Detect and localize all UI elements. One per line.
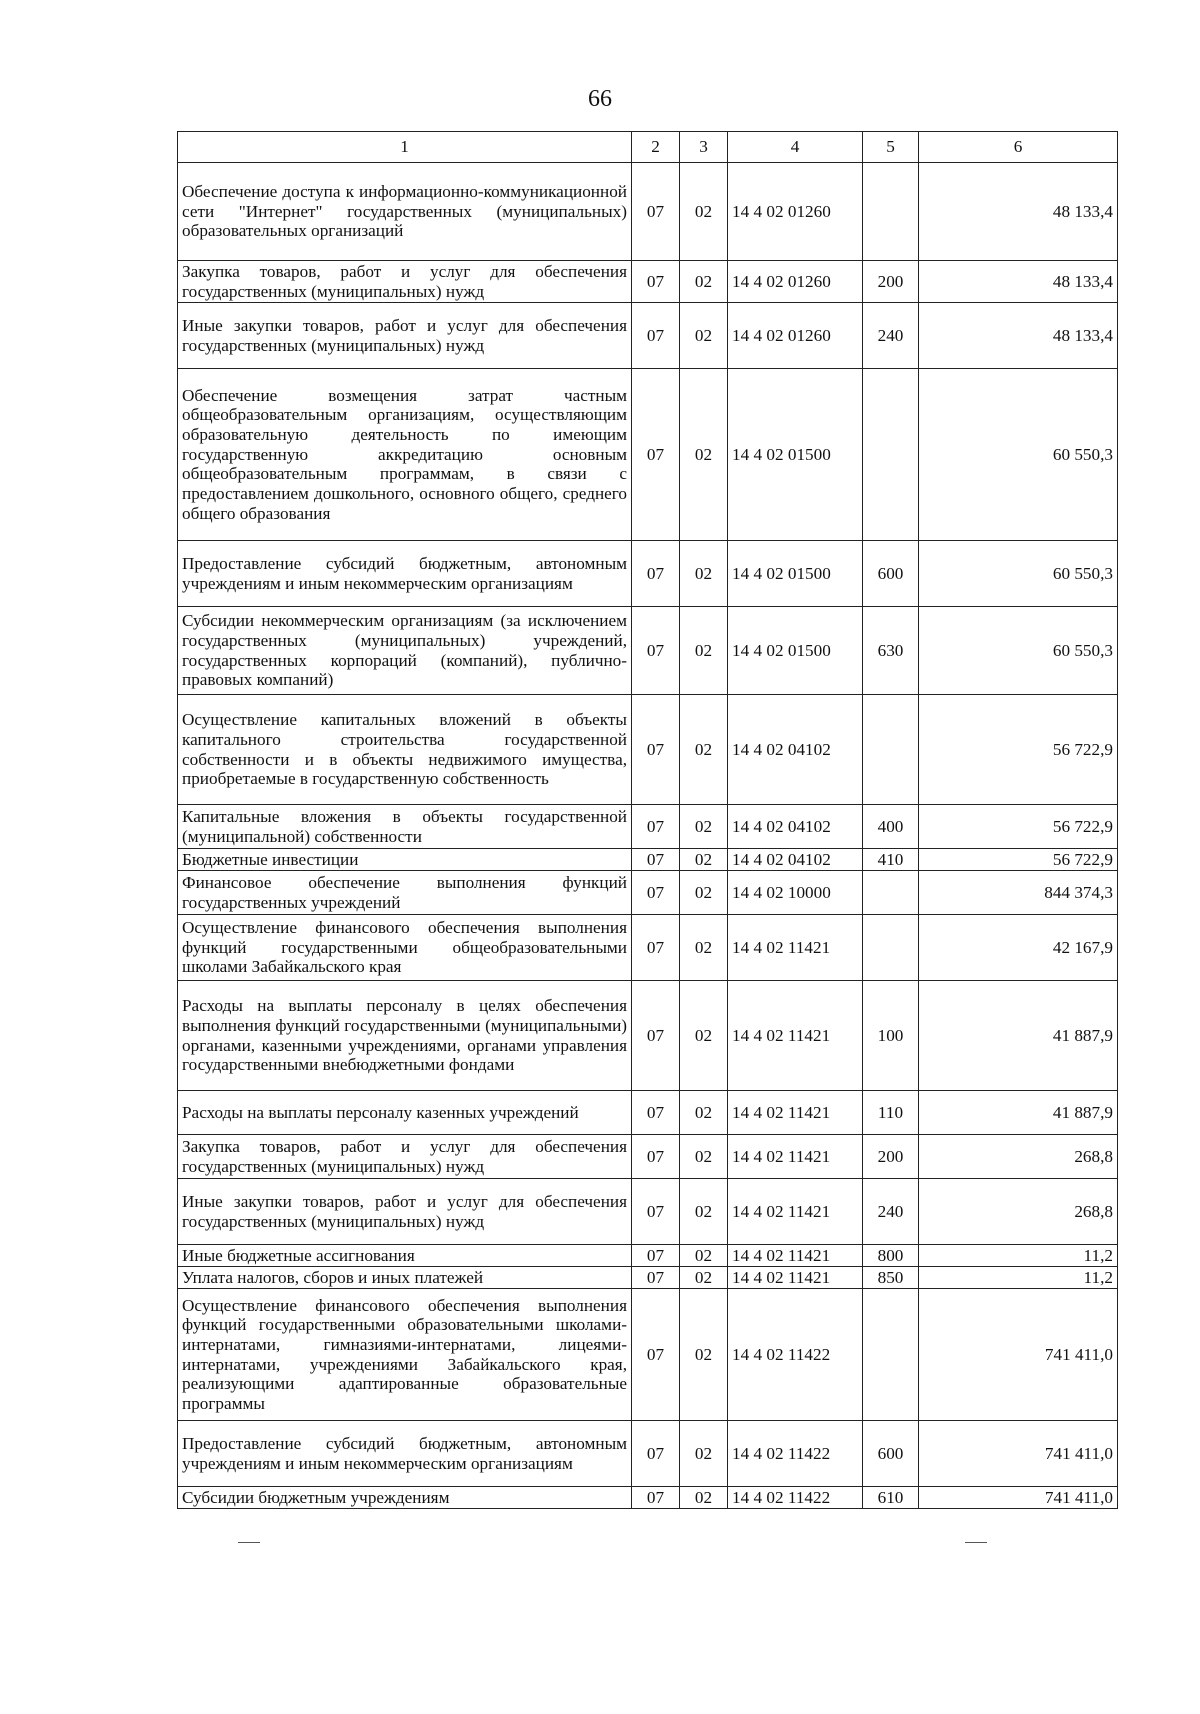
header-col-5: 5 (863, 132, 919, 163)
row-subsection: 02 (680, 1421, 728, 1487)
header-col-6: 6 (919, 132, 1118, 163)
row-subsection: 02 (680, 1487, 728, 1509)
page-number: 66 (588, 86, 612, 112)
row-section: 07 (632, 303, 680, 369)
row-expense-type: 110 (863, 1091, 919, 1135)
row-name: Осуществление капитальных вложений в объекты капитального строительства государственной собственности и в объекты недвижимого имущества, приобретаемые в государственную собственность (178, 695, 632, 805)
row-expense-type: 240 (863, 303, 919, 369)
row-target-code: 14 4 02 11421 (728, 1267, 863, 1289)
row-name: Осуществление финансового обеспечения выполнения функций государственными образовательными школами-интернатами, гимназиями-интернатами, лицеями-интернатами, учреждениями Забайкальского края, реализующими адаптированные образовательные программы (178, 1289, 632, 1421)
row-expense-type (863, 915, 919, 981)
table-row (178, 1267, 1118, 1289)
row-expense-type (863, 369, 919, 541)
row-target-code: 14 4 02 04102 (728, 849, 863, 871)
row-section: 07 (632, 1091, 680, 1135)
table-row (178, 261, 1118, 303)
row-section: 07 (632, 915, 680, 981)
row-amount: 11,2 (919, 1267, 1118, 1289)
table-row (178, 1289, 1118, 1421)
row-target-code: 14 4 02 11422 (728, 1487, 863, 1509)
row-subsection: 02 (680, 1135, 728, 1179)
row-expense-type (863, 1289, 919, 1421)
table-row (178, 369, 1118, 541)
row-target-code: 14 4 02 04102 (728, 805, 863, 849)
row-section: 07 (632, 261, 680, 303)
row-subsection: 02 (680, 1091, 728, 1135)
table-row (178, 163, 1118, 261)
row-expense-type (863, 871, 919, 915)
row-subsection: 02 (680, 1245, 728, 1267)
row-subsection: 02 (680, 915, 728, 981)
row-name: Обеспечение возмещения затрат частным общеобразовательным организациям, осуществляющим образовательную деятельность по имеющим государственную аккредитацию основным общеобразовательным программам, в связи с предоставлением дошкольного, основного общего, среднего общего образования (178, 369, 632, 541)
row-target-code: 14 4 02 10000 (728, 871, 863, 915)
row-section: 07 (632, 871, 680, 915)
row-expense-type: 240 (863, 1179, 919, 1245)
row-expense-type: 850 (863, 1267, 919, 1289)
row-name: Предоставление субсидий бюджетным, автономным учреждениям и иным некоммерческим организациям (178, 1421, 632, 1487)
budget-table (177, 131, 1118, 1509)
table-row (178, 541, 1118, 607)
row-amount: 56 722,9 (919, 849, 1118, 871)
row-amount: 48 133,4 (919, 303, 1118, 369)
row-subsection: 02 (680, 1289, 728, 1421)
row-expense-type: 200 (863, 1135, 919, 1179)
header-col-2: 2 (632, 132, 680, 163)
header-col-1: 1 (178, 132, 632, 163)
row-expense-type: 410 (863, 849, 919, 871)
row-subsection: 02 (680, 1267, 728, 1289)
row-subsection: 02 (680, 849, 728, 871)
row-section: 07 (632, 981, 680, 1091)
row-section: 07 (632, 541, 680, 607)
row-expense-type: 600 (863, 541, 919, 607)
row-name: Осуществление финансового обеспечения выполнения функций государственными общеобразовательными школами Забайкальского края (178, 915, 632, 981)
table-row (178, 1179, 1118, 1245)
row-amount: 741 411,0 (919, 1421, 1118, 1487)
table-row (178, 1245, 1118, 1267)
row-name: Иные бюджетные ассигнования (178, 1245, 632, 1267)
row-amount: 844 374,3 (919, 871, 1118, 915)
row-target-code: 14 4 02 01500 (728, 541, 863, 607)
row-target-code: 14 4 02 11422 (728, 1289, 863, 1421)
row-section: 07 (632, 1245, 680, 1267)
table-row (178, 303, 1118, 369)
row-name: Закупка товаров, работ и услуг для обеспечения государственных (муниципальных) нужд (178, 261, 632, 303)
row-section: 07 (632, 849, 680, 871)
row-subsection: 02 (680, 261, 728, 303)
row-subsection: 02 (680, 871, 728, 915)
row-amount: 60 550,3 (919, 541, 1118, 607)
row-subsection: 02 (680, 805, 728, 849)
row-name: Иные закупки товаров, работ и услуг для обеспечения государственных (муниципальных) нужд (178, 1179, 632, 1245)
header-col-4: 4 (728, 132, 863, 163)
row-name: Закупка товаров, работ и услуг для обеспечения государственных (муниципальных) нужд (178, 1135, 632, 1179)
row-name: Уплата налогов, сборов и иных платежей (178, 1267, 632, 1289)
row-section: 07 (632, 1179, 680, 1245)
row-amount: 268,8 (919, 1135, 1118, 1179)
row-section: 07 (632, 607, 680, 695)
table-row (178, 1421, 1118, 1487)
row-target-code: 14 4 02 11421 (728, 1179, 863, 1245)
row-target-code: 14 4 02 01260 (728, 261, 863, 303)
row-name: Расходы на выплаты персоналу казенных учреждений (178, 1091, 632, 1135)
row-subsection: 02 (680, 541, 728, 607)
row-subsection: 02 (680, 607, 728, 695)
table-row (178, 915, 1118, 981)
row-target-code: 14 4 02 01500 (728, 369, 863, 541)
row-target-code: 14 4 02 11421 (728, 1135, 863, 1179)
row-amount: 48 133,4 (919, 163, 1118, 261)
table-row (178, 1091, 1118, 1135)
row-amount: 60 550,3 (919, 607, 1118, 695)
table-row (178, 1135, 1118, 1179)
row-expense-type (863, 695, 919, 805)
row-target-code: 14 4 02 11421 (728, 981, 863, 1091)
row-amount: 56 722,9 (919, 805, 1118, 849)
table-row (178, 607, 1118, 695)
row-section: 07 (632, 163, 680, 261)
row-subsection: 02 (680, 369, 728, 541)
row-amount: 60 550,3 (919, 369, 1118, 541)
row-section: 07 (632, 1135, 680, 1179)
row-section: 07 (632, 1267, 680, 1289)
header-col-3: 3 (680, 132, 728, 163)
row-target-code: 14 4 02 11421 (728, 1245, 863, 1267)
row-target-code: 14 4 02 11421 (728, 1091, 863, 1135)
row-section: 07 (632, 1487, 680, 1509)
row-expense-type: 630 (863, 607, 919, 695)
row-target-code: 14 4 02 11422 (728, 1421, 863, 1487)
table-header-row (178, 132, 1118, 163)
row-amount: 42 167,9 (919, 915, 1118, 981)
scan-mark (238, 1542, 260, 1543)
row-target-code: 14 4 02 01260 (728, 303, 863, 369)
row-amount: 11,2 (919, 1245, 1118, 1267)
row-expense-type: 800 (863, 1245, 919, 1267)
table-row (178, 695, 1118, 805)
row-amount: 41 887,9 (919, 981, 1118, 1091)
row-name: Иные закупки товаров, работ и услуг для обеспечения государственных (муниципальных) нужд (178, 303, 632, 369)
row-amount: 268,8 (919, 1179, 1118, 1245)
row-amount: 56 722,9 (919, 695, 1118, 805)
row-subsection: 02 (680, 303, 728, 369)
row-section: 07 (632, 1289, 680, 1421)
row-name: Финансовое обеспечение выполнения функций государственных учреждений (178, 871, 632, 915)
row-amount: 741 411,0 (919, 1289, 1118, 1421)
table-row (178, 871, 1118, 915)
row-section: 07 (632, 805, 680, 849)
row-name: Субсидии некоммерческим организациям (за исключением государственных (муниципальных) учреждений, государственных корпораций (компаний), публично-правовых компаний) (178, 607, 632, 695)
scan-mark (965, 1542, 987, 1543)
row-amount: 41 887,9 (919, 1091, 1118, 1135)
row-subsection: 02 (680, 1179, 728, 1245)
table-row (178, 1487, 1118, 1509)
row-amount: 741 411,0 (919, 1487, 1118, 1509)
row-expense-type: 100 (863, 981, 919, 1091)
row-expense-type: 400 (863, 805, 919, 849)
row-subsection: 02 (680, 163, 728, 261)
row-section: 07 (632, 1421, 680, 1487)
row-name: Субсидии бюджетным учреждениям (178, 1487, 632, 1509)
row-name: Бюджетные инвестиции (178, 849, 632, 871)
row-target-code: 14 4 02 04102 (728, 695, 863, 805)
row-name: Капитальные вложения в объекты государственной (муниципальной) собственности (178, 805, 632, 849)
row-section: 07 (632, 695, 680, 805)
table-row (178, 981, 1118, 1091)
row-target-code: 14 4 02 01260 (728, 163, 863, 261)
row-expense-type: 600 (863, 1421, 919, 1487)
row-name: Обеспечение доступа к информационно-коммуникационной сети "Интернет" государственных (муниципальных) образовательных организаций (178, 163, 632, 261)
table-row (178, 849, 1118, 871)
row-name: Предоставление субсидий бюджетным, автономным учреждениям и иным некоммерческим организациям (178, 541, 632, 607)
row-section: 07 (632, 369, 680, 541)
row-subsection: 02 (680, 981, 728, 1091)
row-name: Расходы на выплаты персоналу в целях обеспечения выполнения функций государственными (муниципальными) органами, казенными учреждениями, органами управления государственными внебюджетными фондами (178, 981, 632, 1091)
row-expense-type (863, 163, 919, 261)
row-amount: 48 133,4 (919, 261, 1118, 303)
row-subsection: 02 (680, 695, 728, 805)
row-target-code: 14 4 02 11421 (728, 915, 863, 981)
row-target-code: 14 4 02 01500 (728, 607, 863, 695)
row-expense-type: 610 (863, 1487, 919, 1509)
table-row (178, 805, 1118, 849)
row-expense-type: 200 (863, 261, 919, 303)
